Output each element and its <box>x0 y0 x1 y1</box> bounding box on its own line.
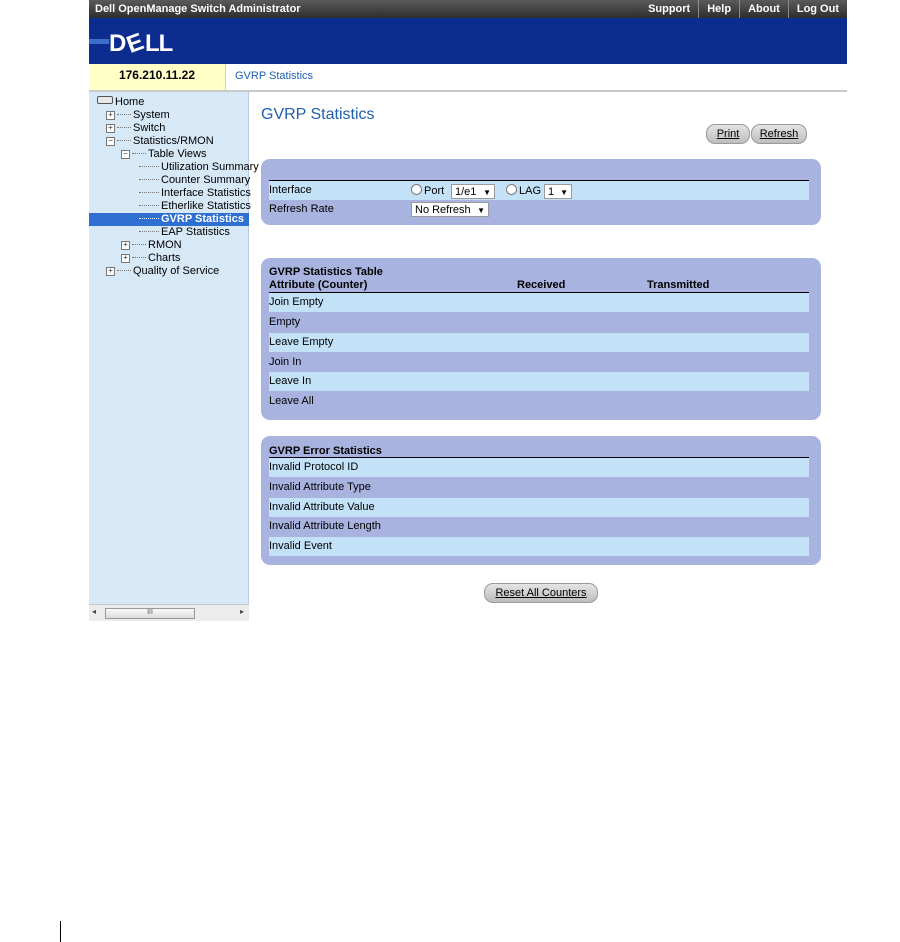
dell-logo <box>89 18 199 64</box>
lag-label: LAG <box>519 185 542 197</box>
table-row: Leave Empty <box>269 333 809 352</box>
refresh-rate-select[interactable]: No Refresh ▼ <box>411 202 489 217</box>
app-window <box>89 0 847 620</box>
nav-tree <box>89 92 259 604</box>
scroll-right-icon[interactable]: ▸ <box>239 607 244 616</box>
gvrp-table-title: GVRP Statistics Table <box>269 266 383 278</box>
dropdown-arrow-icon: ▼ <box>483 188 491 197</box>
tree-switch[interactable]: + Switch <box>106 122 165 135</box>
margin-line <box>60 921 61 942</box>
reset-all-counters-button[interactable]: Reset All Counters <box>484 583 598 603</box>
support-link[interactable]: Support <box>648 3 691 15</box>
lag-select[interactable]: 1 ▼ <box>544 184 572 199</box>
refresh-rate-label: Refresh Rate <box>269 203 334 215</box>
tree-charts[interactable]: + Charts <box>121 252 180 265</box>
gvrp-statistics-panel <box>261 258 821 420</box>
table-row: Invalid Attribute Value <box>269 498 809 517</box>
table-row: Leave In <box>269 372 809 391</box>
lag-radio[interactable] <box>506 184 517 195</box>
gvrp-error-panel <box>261 436 821 565</box>
table-row: Empty <box>269 316 301 328</box>
tree-etherlike-statistics[interactable]: Etherlike Statistics <box>139 200 251 213</box>
drive-icon <box>97 96 113 104</box>
help-link[interactable]: Help <box>698 0 739 18</box>
dropdown-arrow-icon: ▼ <box>560 188 568 197</box>
tree-statistics-rmon[interactable]: − Statistics/RMON <box>106 135 214 148</box>
tree-gvrp-statistics[interactable]: GVRP Statistics <box>89 213 249 226</box>
port-label: Port <box>424 185 445 197</box>
port-option[interactable] <box>411 184 444 199</box>
banner <box>89 18 847 64</box>
print-button[interactable]: Print <box>706 124 750 144</box>
interface-label: Interface <box>269 184 312 196</box>
collapse-icon[interactable]: − <box>121 150 130 159</box>
app-title: Dell OpenManage Switch Administrator <box>95 3 301 15</box>
scrollbar-thumb[interactable] <box>105 608 195 619</box>
table-row: Invalid Attribute Type <box>269 481 371 493</box>
breadcrumb[interactable]: GVRP Statistics <box>235 70 314 82</box>
tree-eap-statistics[interactable]: EAP Statistics <box>139 226 230 239</box>
refresh-rate-row <box>269 200 809 219</box>
main-content <box>249 92 847 620</box>
tree-table-views[interactable]: − Table Views <box>121 148 207 161</box>
port-select[interactable]: 1/e1 ▼ <box>451 184 495 199</box>
table-row: Invalid Attribute Length <box>269 520 381 532</box>
tree-rmon[interactable]: + RMON <box>121 239 182 252</box>
scrollbar-grip: III <box>147 609 153 616</box>
nav-horizontal-scrollbar[interactable] <box>89 604 249 621</box>
svg-text:D: D <box>109 30 126 57</box>
expand-icon[interactable]: + <box>106 267 115 276</box>
table-row: Leave All <box>269 395 314 407</box>
tree-counter-summary[interactable]: Counter Summary <box>139 174 250 187</box>
about-link[interactable]: About <box>739 0 788 18</box>
top-links <box>640 0 847 18</box>
port-radio[interactable] <box>411 184 422 195</box>
col-transmitted: Transmitted <box>647 279 710 291</box>
tree-system[interactable]: + System <box>106 109 170 122</box>
settings-panel <box>261 159 821 225</box>
device-ip: 176.210.11.22 <box>89 64 226 90</box>
breadcrumb-row <box>89 64 847 92</box>
scroll-left-icon[interactable]: ◂ <box>92 607 97 616</box>
svg-text:E: E <box>123 28 148 59</box>
expand-icon[interactable]: + <box>121 241 130 250</box>
table-row: Join In <box>269 356 302 368</box>
tree-home[interactable]: Home <box>97 96 144 109</box>
logout-link[interactable]: Log Out <box>788 0 847 18</box>
expand-icon[interactable]: + <box>106 111 115 120</box>
col-attribute: Attribute (Counter) <box>269 279 368 291</box>
refresh-button[interactable]: Refresh <box>751 124 807 144</box>
lag-option[interactable] <box>506 184 541 199</box>
table-row: Invalid Protocol ID <box>269 458 809 477</box>
collapse-icon[interactable]: − <box>106 137 115 146</box>
tree-interface-statistics[interactable]: Interface Statistics <box>139 187 251 200</box>
table-row: Invalid Event <box>269 537 809 556</box>
top-bar <box>89 0 847 18</box>
tree-quality-of-service[interactable]: + Quality of Service <box>106 265 219 278</box>
page-title: GVRP Statistics <box>261 106 375 123</box>
expand-icon[interactable]: + <box>121 254 130 263</box>
expand-icon[interactable]: + <box>106 124 115 133</box>
col-received: Received <box>517 279 566 291</box>
tree-utilization-summary[interactable]: Utilization Summary <box>139 161 259 174</box>
table-row: Join Empty <box>269 293 809 312</box>
error-table-title: GVRP Error Statistics <box>269 445 382 457</box>
svg-text:LL: LL <box>145 30 173 57</box>
dropdown-arrow-icon: ▼ <box>477 206 485 215</box>
